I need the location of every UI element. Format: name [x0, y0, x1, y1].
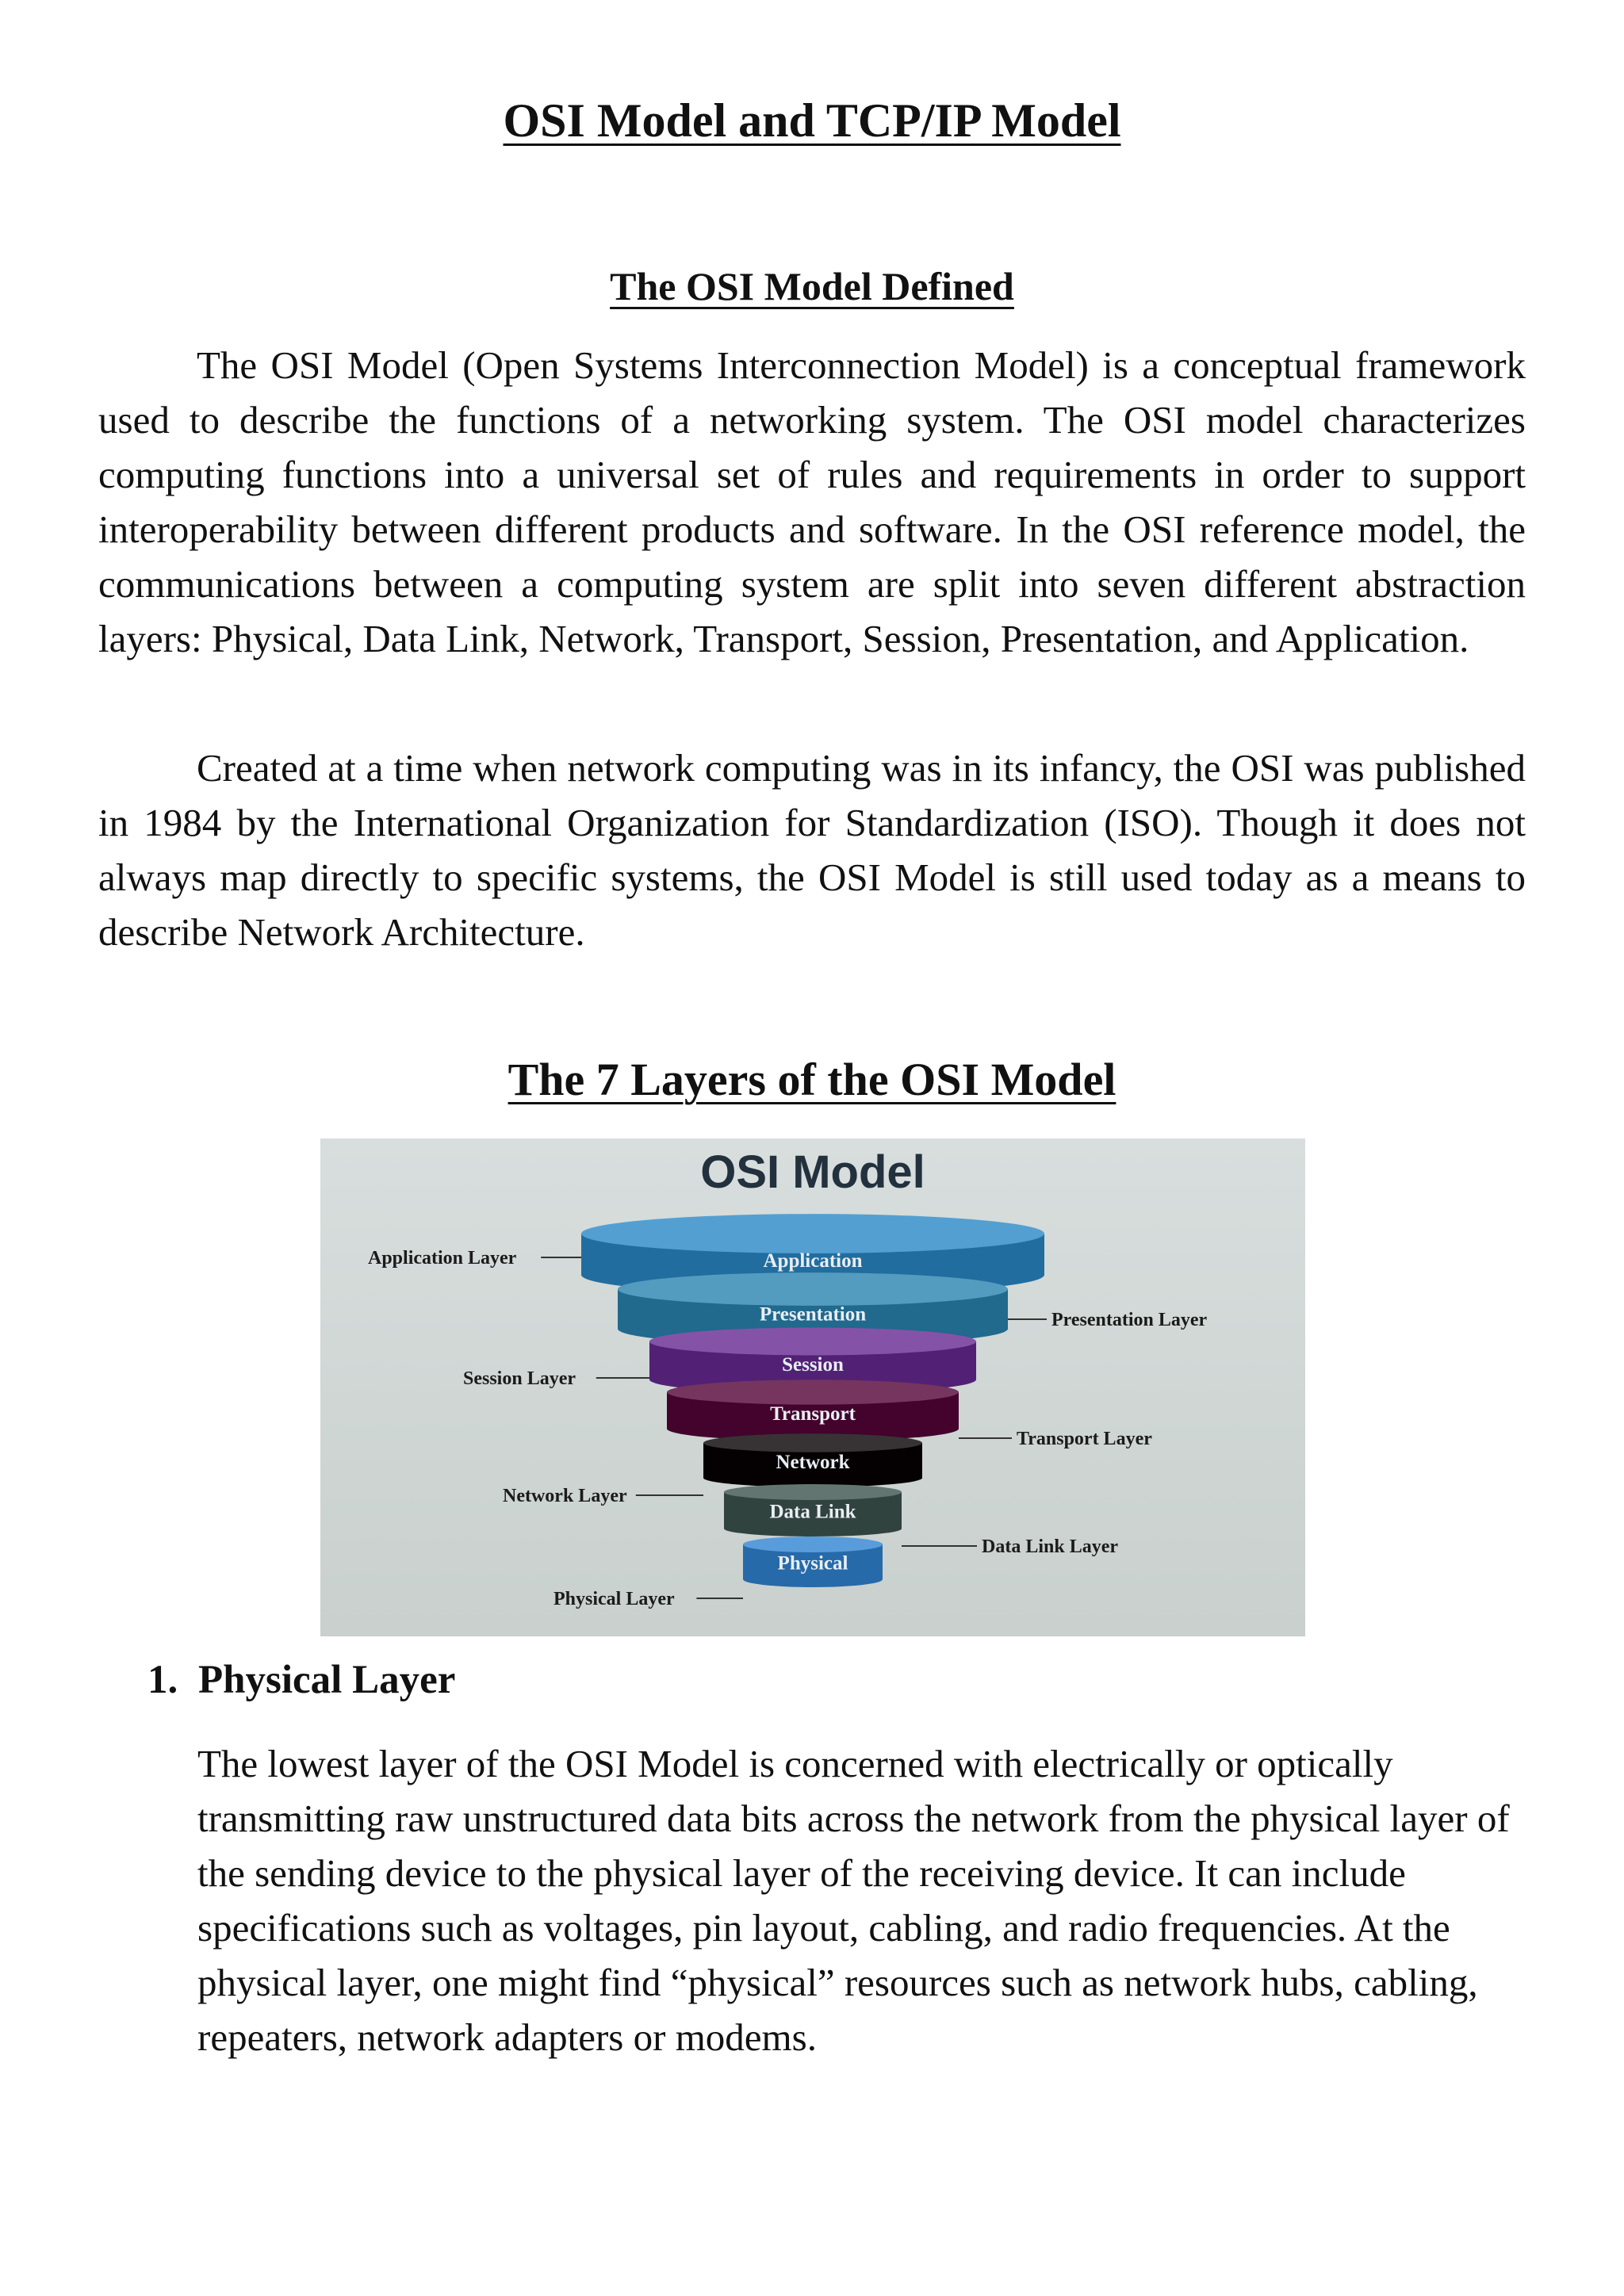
diagram-title: OSI Model [700, 1146, 925, 1198]
osi-layer-physical [553, 1536, 883, 1609]
disc-top [667, 1380, 959, 1404]
callout-label: Network Layer [503, 1486, 627, 1506]
disc-label: Physical [777, 1552, 848, 1575]
document-title: OSI Model and TCP/IP Model [503, 94, 1121, 147]
disc-label: Network [776, 1451, 850, 1473]
layer-heading-text: Physical Layer [198, 1658, 456, 1702]
disc-label: Session [782, 1353, 844, 1376]
disc-label: Data Link [769, 1501, 856, 1523]
osi-funnel-svg [320, 1138, 1305, 1636]
disc-label: Transport [770, 1402, 856, 1425]
disc-top [743, 1536, 883, 1552]
callout-label: Physical Layer [553, 1589, 675, 1609]
paragraph-osi-history: Created at a time when network computing was in its infancy, the OSI was published in 1984 by the International Organization for Standardization (ISO). Though it does not always map directly to specific systems, the OSI Model is still used today as a means to describe Network Architecture. [98, 746, 1526, 954]
physical-layer-description: The lowest layer of the OSI Model is concerned with electrically or optically transmitting raw unstructured data bits across the network from the physical layer of the sending device to the physical layer of the receiving device. It can include specifications such as voltages, pin layout, cabling, and radio frequencies. At the physical layer, one might find “physical” resources such as network hubs, cabling, repeaters, network adapters or modems. [197, 1742, 1510, 2059]
list-number: 1. [147, 1658, 178, 1702]
disc-top [703, 1433, 922, 1452]
disc-top [581, 1214, 1044, 1253]
paragraph-osi-definition: The OSI Model (Open Systems Interconnection Model) is a conceptual framework used to describe the functions of a networking system. The OSI model characterizes computing functions into a universal set of rules and requirements in order to support interoperability between different products and software. In the OSI reference model, the communications between a computing system are split into seven different abstraction layers: Physical, Data Link, Network, Transport, Session, Presentation, and Application. [98, 343, 1526, 660]
callout-label: Transport Layer [1017, 1429, 1152, 1449]
callout-label: Session Layer [463, 1368, 576, 1389]
disc-label: Application [763, 1250, 863, 1272]
osi-model-diagram [320, 1138, 1305, 1636]
physical-layer-heading [147, 1657, 455, 1703]
disc-label: Presentation [759, 1303, 867, 1326]
callout-label: Data Link Layer [982, 1536, 1119, 1557]
section-subtitle: The OSI Model Defined [610, 264, 1014, 308]
disc-top [649, 1327, 976, 1355]
callout-label: Presentation Layer [1051, 1310, 1208, 1330]
disc-top [618, 1272, 1008, 1306]
layers-section-title: The 7 Layers of the OSI Model [508, 1054, 1116, 1105]
callout-label: Application Layer [368, 1248, 517, 1269]
disc-top [724, 1484, 902, 1500]
